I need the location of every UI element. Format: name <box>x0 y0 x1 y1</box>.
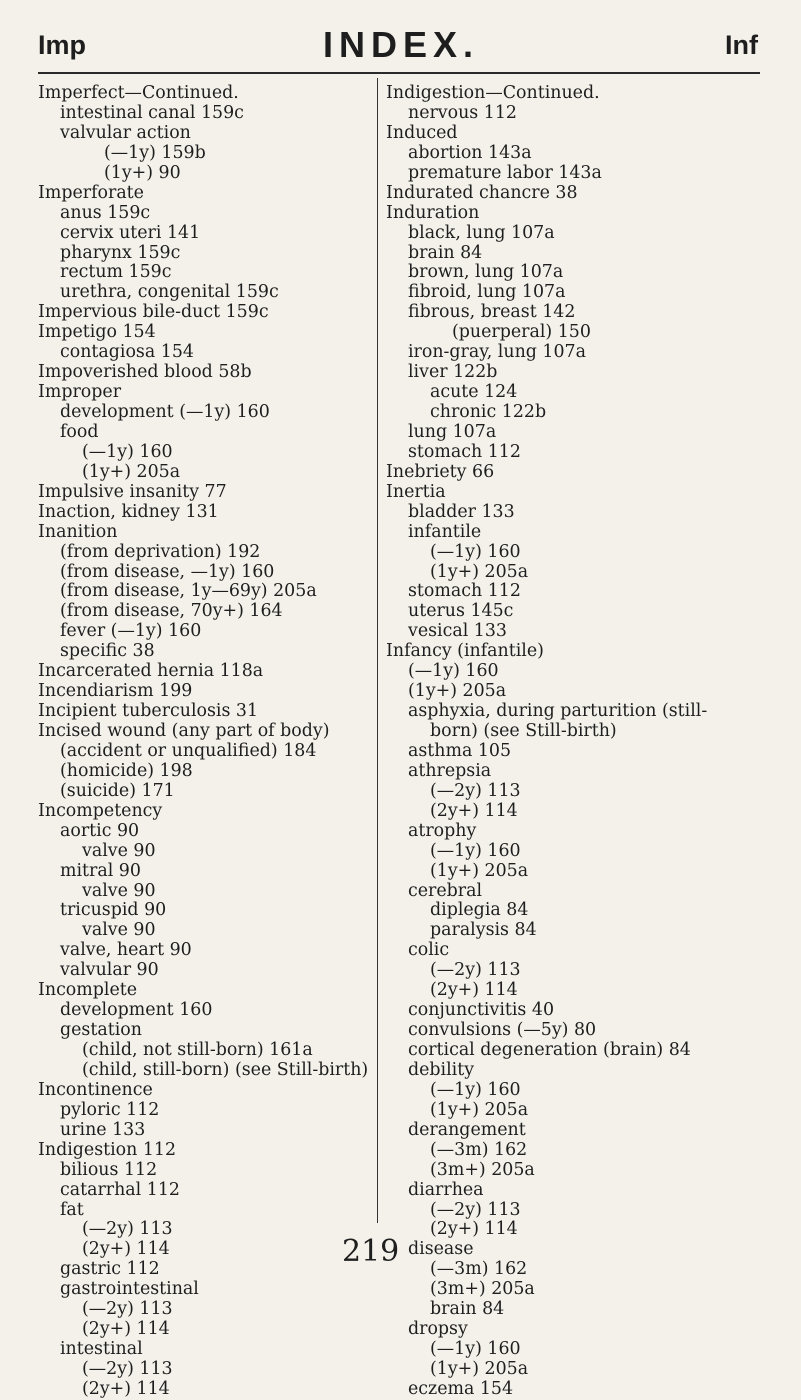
index-entry: uterus 145c <box>408 601 514 622</box>
index-entry: cerebral <box>408 880 483 901</box>
index-entry: (—1y) 160 <box>430 541 521 562</box>
index-entry: (—3m) 162 <box>430 1259 528 1280</box>
index-entry: colic <box>408 940 450 961</box>
index-entry: rectum 159c <box>60 262 172 283</box>
index-entry: intestinal canal 159c <box>60 102 244 123</box>
index-entry: (from deprivation) 192 <box>60 541 261 562</box>
index-entry: Induced <box>386 122 458 143</box>
index-entry: Impulsive insanity 77 <box>38 481 227 502</box>
index-entry: valve 90 <box>82 840 156 861</box>
index-entry: Imperforate <box>38 182 144 203</box>
index-entry: Infancy (infantile) <box>386 641 544 662</box>
index-entry: (homicide) 198 <box>60 760 193 781</box>
index-entry: infantile <box>408 521 482 542</box>
index-entry: Incarcerated hernia 118a <box>38 661 264 682</box>
index-entry: stomach 112 <box>408 441 521 462</box>
index-entry: (—1y) 160 <box>430 1079 521 1100</box>
index-entry: (—1y) 160 <box>430 1339 521 1360</box>
header-title: INDEX. <box>323 24 480 65</box>
index-entry: dropsy <box>408 1319 468 1340</box>
index-entry: convulsions (—5y) 80 <box>408 1020 597 1041</box>
index-entry: athrepsia <box>408 760 492 781</box>
index-entry: eczema 154 <box>408 1378 514 1399</box>
index-entry: pyloric 112 <box>60 1099 160 1120</box>
index-entry: fibrous, breast 142 <box>408 302 576 323</box>
index-entry: Indurated chancre 38 <box>386 182 578 203</box>
index-column-right <box>386 84 796 1400</box>
index-entry: urine 133 <box>60 1119 146 1140</box>
index-entry: (—1y) 160 <box>82 441 173 462</box>
index-entry: (—2y) 113 <box>430 960 521 981</box>
index-entry: (child, not still-born) 161a <box>82 1040 313 1060</box>
index-entry: (—2y) 113 <box>430 780 521 801</box>
index-entry: Indigestion—Continued. <box>386 83 600 103</box>
index-entry: (1y+) 90 <box>104 162 181 183</box>
index-entry: (from disease, 1y—69y) 205a <box>60 581 317 602</box>
index-entry: (2y+) 114 <box>430 980 518 1001</box>
index-entry: (2y+) 114 <box>430 800 518 821</box>
index-entry: gastrointestinal <box>60 1279 199 1300</box>
index-entry: (1y+) 205a <box>430 561 529 582</box>
index-entry: (—1y) 160 <box>430 840 521 861</box>
index-entry: cortical degeneration (brain) 84 <box>408 1040 691 1060</box>
index-entry: (2y+) 114 <box>82 1378 170 1399</box>
index-entry: acute 124 <box>430 382 518 403</box>
index-entry: (2y+) 114 <box>82 1319 170 1340</box>
index-entry: (1y+) 205a <box>430 1099 529 1120</box>
index-entry: cervix uteri 141 <box>60 222 201 243</box>
index-entry: brown, lung 107a <box>408 262 564 283</box>
index-entry: valvular action <box>60 122 191 143</box>
index-entry: (accident or unqualified) 184 <box>60 740 317 761</box>
index-entry: Inertia <box>386 481 446 502</box>
index-entry: Improper <box>38 382 122 403</box>
index-entry: brain 84 <box>430 1299 505 1320</box>
index-entry: contagiosa 154 <box>60 342 194 363</box>
index-entry: Incontinence <box>38 1079 153 1100</box>
index-entry: black, lung 107a <box>408 222 555 243</box>
index-entry: (—2y) 113 <box>82 1219 173 1240</box>
index-entry: valve 90 <box>82 920 156 941</box>
index-entry: Imperfect—Continued. <box>38 83 239 103</box>
index-entry: diarrhea <box>408 1179 484 1200</box>
index-entry: intestinal <box>60 1339 143 1360</box>
index-entry: (—1y) 160 <box>408 661 499 682</box>
index-entry: (puerperal) 150 <box>452 322 591 343</box>
index-entry: fever (—1y) 160 <box>60 621 202 642</box>
index-entry: asthma 105 <box>408 740 512 761</box>
index-entry: (1y+) 205a <box>430 1359 529 1379</box>
index-entry: born) (see Still-birth) <box>430 721 617 741</box>
index-entry: Incipient tuberculosis 31 <box>38 701 259 722</box>
index-entry: (2y+) 114 <box>82 1239 170 1260</box>
index-entry: urethra, congenital 159c <box>60 282 279 303</box>
header-left-guide-word: Imp <box>38 30 87 60</box>
header-rule <box>38 72 760 74</box>
index-entry: Impetigo 154 <box>38 322 156 343</box>
index-entry: development 160 <box>60 1000 213 1021</box>
index-entry: disease <box>408 1239 474 1260</box>
index-entry: premature labor 143a <box>408 162 602 183</box>
index-entry: Incomplete <box>38 980 138 1001</box>
index-entry: (2y+) 114 <box>430 1219 518 1240</box>
index-entry: asphyxia, during parturition (still- <box>408 701 708 722</box>
index-entry: Inanition <box>38 521 118 542</box>
index-entry: paralysis 84 <box>430 920 537 941</box>
index-entry: Inaction, kidney 131 <box>38 501 219 522</box>
index-entry: specific 38 <box>60 641 155 662</box>
header-right-guide-word: Inf <box>725 30 758 60</box>
index-entry: diplegia 84 <box>430 900 529 921</box>
index-entry: (3m+) 205a <box>430 1159 535 1180</box>
index-entry: anus 159c <box>60 202 151 223</box>
index-entry: fat <box>60 1199 84 1220</box>
index-entry: catarrhal 112 <box>60 1179 180 1200</box>
index-entry: gestation <box>60 1020 142 1041</box>
index-entry: iron-gray, lung 107a <box>408 342 586 363</box>
index-entry: (—3m) 162 <box>430 1139 528 1160</box>
index-entry: (—1y) 159b <box>104 142 206 163</box>
page-number: 219 <box>342 1234 400 1269</box>
index-entry: derangement <box>408 1119 526 1140</box>
index-entry: (—2y) 113 <box>430 1199 521 1220</box>
index-entry: nervous 112 <box>408 102 517 123</box>
index-entry: aortic 90 <box>60 820 140 841</box>
index-entry: (—2y) 113 <box>82 1299 173 1320</box>
index-entry: (1y+) 205a <box>82 461 181 482</box>
index-entry: (3m+) 205a <box>430 1279 535 1300</box>
index-entry: conjunctivitis 40 <box>408 1000 555 1021</box>
index-entry: (from disease, —1y) 160 <box>60 561 275 582</box>
index-column-left <box>38 84 408 1400</box>
index-entry: valve, heart 90 <box>60 940 192 961</box>
index-entry: fibroid, lung 107a <box>408 282 566 303</box>
index-entry: debility <box>408 1059 475 1080</box>
index-entry: gastric 112 <box>60 1259 160 1280</box>
index-entry: bilious 112 <box>60 1159 158 1180</box>
index-entry: valvular 90 <box>60 960 159 981</box>
index-entry: chronic 122b <box>430 402 547 422</box>
index-entry: abortion 143a <box>408 142 532 163</box>
index-entry: Impoverished blood 58b <box>38 362 252 383</box>
index-entry: (child, still-born) (see Still-birth) <box>82 1059 369 1080</box>
index-entry: bladder 133 <box>408 501 515 522</box>
index-entry: (1y+) 205a <box>408 681 507 702</box>
index-entry: Incised wound (any part of body) <box>38 721 330 741</box>
index-entry: (—2y) 113 <box>82 1359 173 1379</box>
index-entry: atrophy <box>408 820 477 841</box>
index-entry: tricuspid 90 <box>60 900 167 921</box>
index-entry: vesical 133 <box>408 621 507 642</box>
index-entry: (from disease, 70y+) 164 <box>60 601 283 622</box>
page-header <box>38 22 758 70</box>
index-entry: (suicide) 171 <box>60 780 175 801</box>
index-entry: stomach 112 <box>408 581 521 602</box>
index-entry: Impervious bile-duct 159c <box>38 302 269 323</box>
index-entry: brain 84 <box>408 242 483 263</box>
index-entry: Inebriety 66 <box>386 461 495 482</box>
index-entry: development (—1y) 160 <box>60 402 270 422</box>
index-entry: Incompetency <box>38 800 163 821</box>
index-entry: pharynx 159c <box>60 242 181 263</box>
index-entry: liver 122b <box>408 362 498 383</box>
index-entry: mitral 90 <box>60 860 141 881</box>
index-entry: Induration <box>386 202 480 223</box>
index-entry: valve 90 <box>82 880 156 901</box>
index-entry: lung 107a <box>408 421 497 442</box>
index-entry: food <box>60 421 99 442</box>
index-entry: (1y+) 205a <box>430 860 529 881</box>
index-entry: Incendiarism 199 <box>38 681 193 702</box>
index-entry: Indigestion 112 <box>38 1139 177 1160</box>
